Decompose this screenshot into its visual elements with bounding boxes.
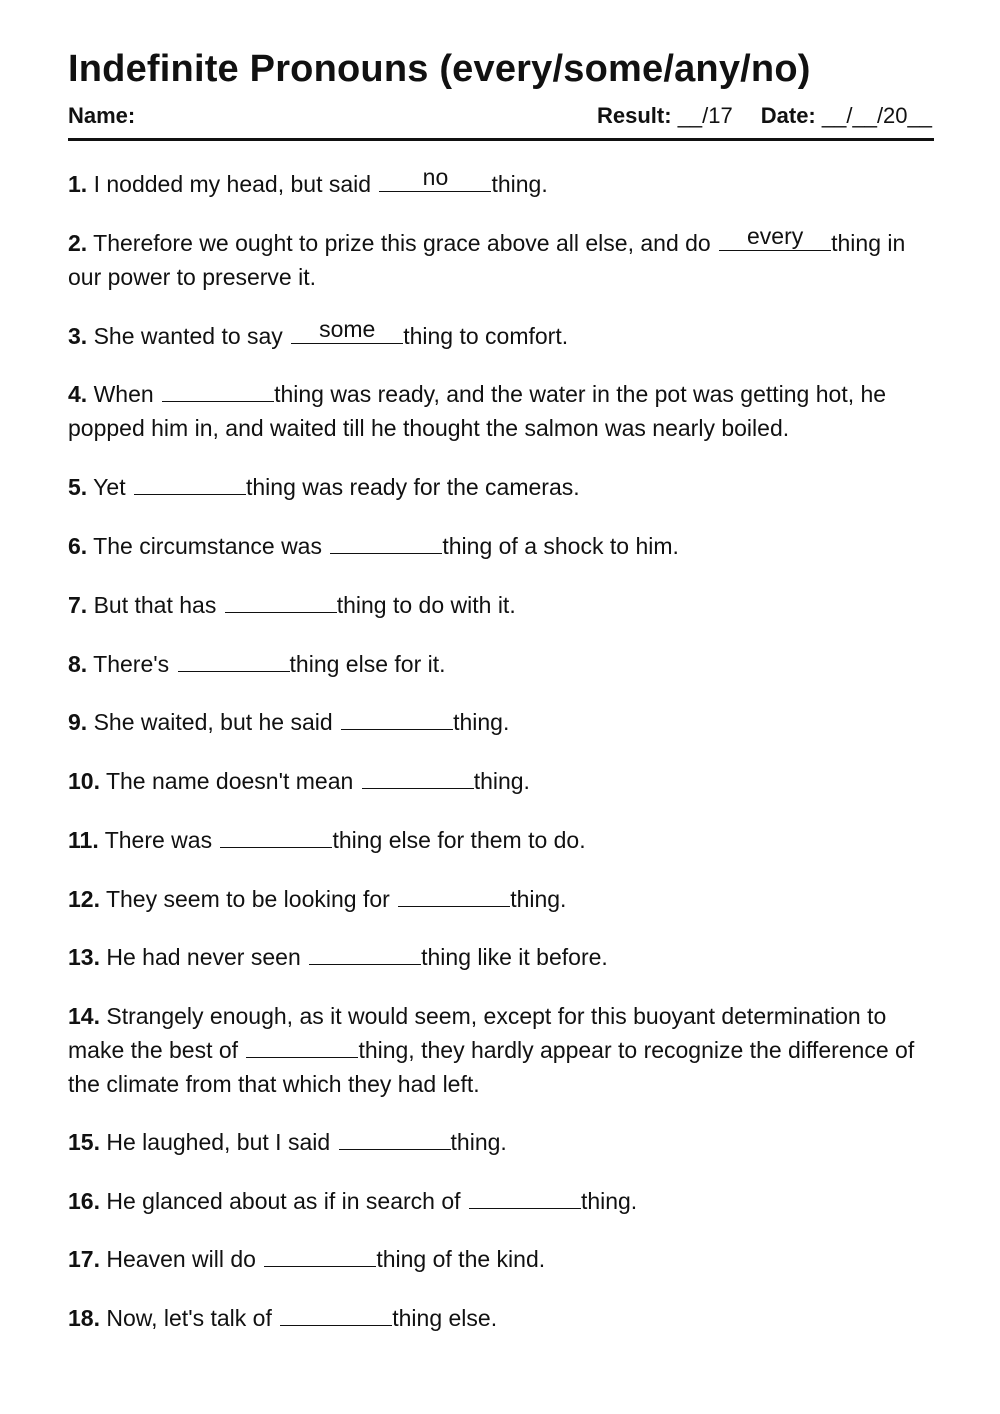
question-text-before: They seem to be looking for <box>105 886 397 912</box>
question-number: 13. <box>68 944 100 970</box>
question-text-after: thing to do with it. <box>336 592 516 618</box>
question-number: 15. <box>68 1129 100 1155</box>
question-text-after: thing. <box>491 171 548 197</box>
question-text-after: thing was ready, and the water in the pot was getting hot, he popped him in, and waited till he thought the salmon was nearly boiled. <box>68 381 887 441</box>
question-text-before: Heaven will do <box>106 1246 263 1272</box>
question-text-after: thing of a shock to him. <box>442 533 679 559</box>
question-number: 4. <box>68 381 88 407</box>
answer-blank[interactable] <box>398 884 510 907</box>
question-item <box>68 764 934 798</box>
question-number: 1. <box>68 171 88 197</box>
question-number: 2. <box>68 230 88 256</box>
answer-blank[interactable] <box>291 316 403 344</box>
worksheet-header <box>68 102 934 130</box>
question-text-before: But that has <box>93 592 223 618</box>
question-text-after: thing of the kind. <box>376 1246 546 1272</box>
question-item <box>68 705 934 739</box>
question-text-before: The circumstance was <box>93 533 329 559</box>
question-text-after: thing. <box>510 886 567 912</box>
question-text-after: thing. <box>473 768 530 794</box>
question-text-before: Yet <box>93 474 132 500</box>
question-item <box>68 316 934 353</box>
answer-blank[interactable] <box>719 223 831 251</box>
question-text-before: I nodded my head, but said <box>93 171 378 197</box>
question-number: 6. <box>68 533 88 559</box>
question-item <box>68 823 934 857</box>
question-item <box>68 164 934 201</box>
question-number: 11. <box>68 827 99 853</box>
question-item <box>68 882 934 916</box>
question-number: 7. <box>68 592 88 618</box>
answer-blank[interactable] <box>246 1035 358 1058</box>
question-text-before: Strangely enough, as it would seem, except for this buoyant determination to make the best of <box>68 1003 887 1063</box>
question-text-before: She wanted to say <box>93 323 290 349</box>
question-text-before: Now, let's talk of <box>106 1305 279 1331</box>
question-number: 5. <box>68 474 88 500</box>
question-text-before: There was <box>104 827 219 853</box>
result-date-group <box>597 102 932 130</box>
answer-blank[interactable] <box>220 825 332 848</box>
question-item <box>68 588 934 622</box>
question-text-after: thing like it before. <box>421 944 608 970</box>
question-text-before: There's <box>93 651 176 677</box>
question-text-after: thing in our power to preserve it. <box>68 230 906 290</box>
answer-blank[interactable] <box>264 1244 376 1267</box>
question-number: 16. <box>68 1188 100 1214</box>
question-text-after: thing was ready for the cameras. <box>245 474 580 500</box>
question-item <box>68 1301 934 1335</box>
question-number: 17. <box>68 1246 100 1272</box>
result-label: Result: <box>597 103 672 128</box>
question-text-after: thing else for it. <box>289 651 446 677</box>
question-number: 18. <box>68 1305 100 1331</box>
answer-text: every <box>746 223 804 249</box>
question-number: 9. <box>68 709 88 735</box>
question-number: 3. <box>68 323 88 349</box>
answer-blank[interactable] <box>330 531 442 554</box>
answer-blank[interactable] <box>379 164 491 192</box>
question-number: 10. <box>68 768 100 794</box>
question-text-after: thing else for them to do. <box>332 827 586 853</box>
question-item <box>68 223 934 294</box>
question-text-after: thing. <box>453 709 510 735</box>
answer-blank[interactable] <box>309 942 421 965</box>
answer-blank[interactable] <box>162 379 274 402</box>
question-text-before: He glanced about as if in search of <box>106 1188 467 1214</box>
question-item <box>68 1125 934 1159</box>
question-item <box>68 470 934 504</box>
question-text-before: He laughed, but I said <box>106 1129 337 1155</box>
answer-text: no <box>422 164 449 190</box>
question-item <box>68 1184 934 1218</box>
question-item <box>68 377 934 445</box>
question-item <box>68 999 934 1101</box>
question-text-after: thing. <box>450 1129 507 1155</box>
answer-blank[interactable] <box>362 766 474 789</box>
answer-blank[interactable] <box>280 1303 392 1326</box>
question-number: 14. <box>68 1003 100 1029</box>
header-divider <box>68 138 934 141</box>
question-item <box>68 940 934 974</box>
result-value: __/17 <box>677 103 733 128</box>
name-label: Name: <box>68 103 136 128</box>
answer-blank[interactable] <box>134 472 246 495</box>
question-text-after: thing. <box>580 1188 638 1214</box>
date-value: __/__/20__ <box>821 103 932 128</box>
question-text-before: Therefore we ought to prize this grace above all else, and do <box>93 230 718 256</box>
question-text-after: thing else. <box>392 1305 498 1331</box>
question-item <box>68 647 934 681</box>
answer-blank[interactable] <box>339 1127 451 1150</box>
answer-blank[interactable] <box>341 707 453 730</box>
date-label: Date: <box>760 103 816 128</box>
question-number: 12. <box>68 886 100 912</box>
answer-text: some <box>319 316 376 342</box>
question-item <box>68 529 934 563</box>
question-number: 8. <box>68 651 88 677</box>
worksheet-title: Indefinite Pronouns (every/some/any/no) <box>68 48 811 90</box>
question-item <box>68 1242 934 1276</box>
answer-blank[interactable] <box>225 590 337 613</box>
question-text-after: thing, they hardly appear to recognize the difference of the climate from that which they had left. <box>68 1037 915 1097</box>
question-text-before: The name doesn't mean <box>105 768 360 794</box>
question-text-before: She waited, but he said <box>93 709 340 735</box>
question-text-after: thing to comfort. <box>403 323 569 349</box>
question-text-before: When <box>93 381 161 407</box>
question-text-before: He had never seen <box>106 944 308 970</box>
answer-blank[interactable] <box>178 649 290 672</box>
answer-blank[interactable] <box>469 1186 581 1209</box>
